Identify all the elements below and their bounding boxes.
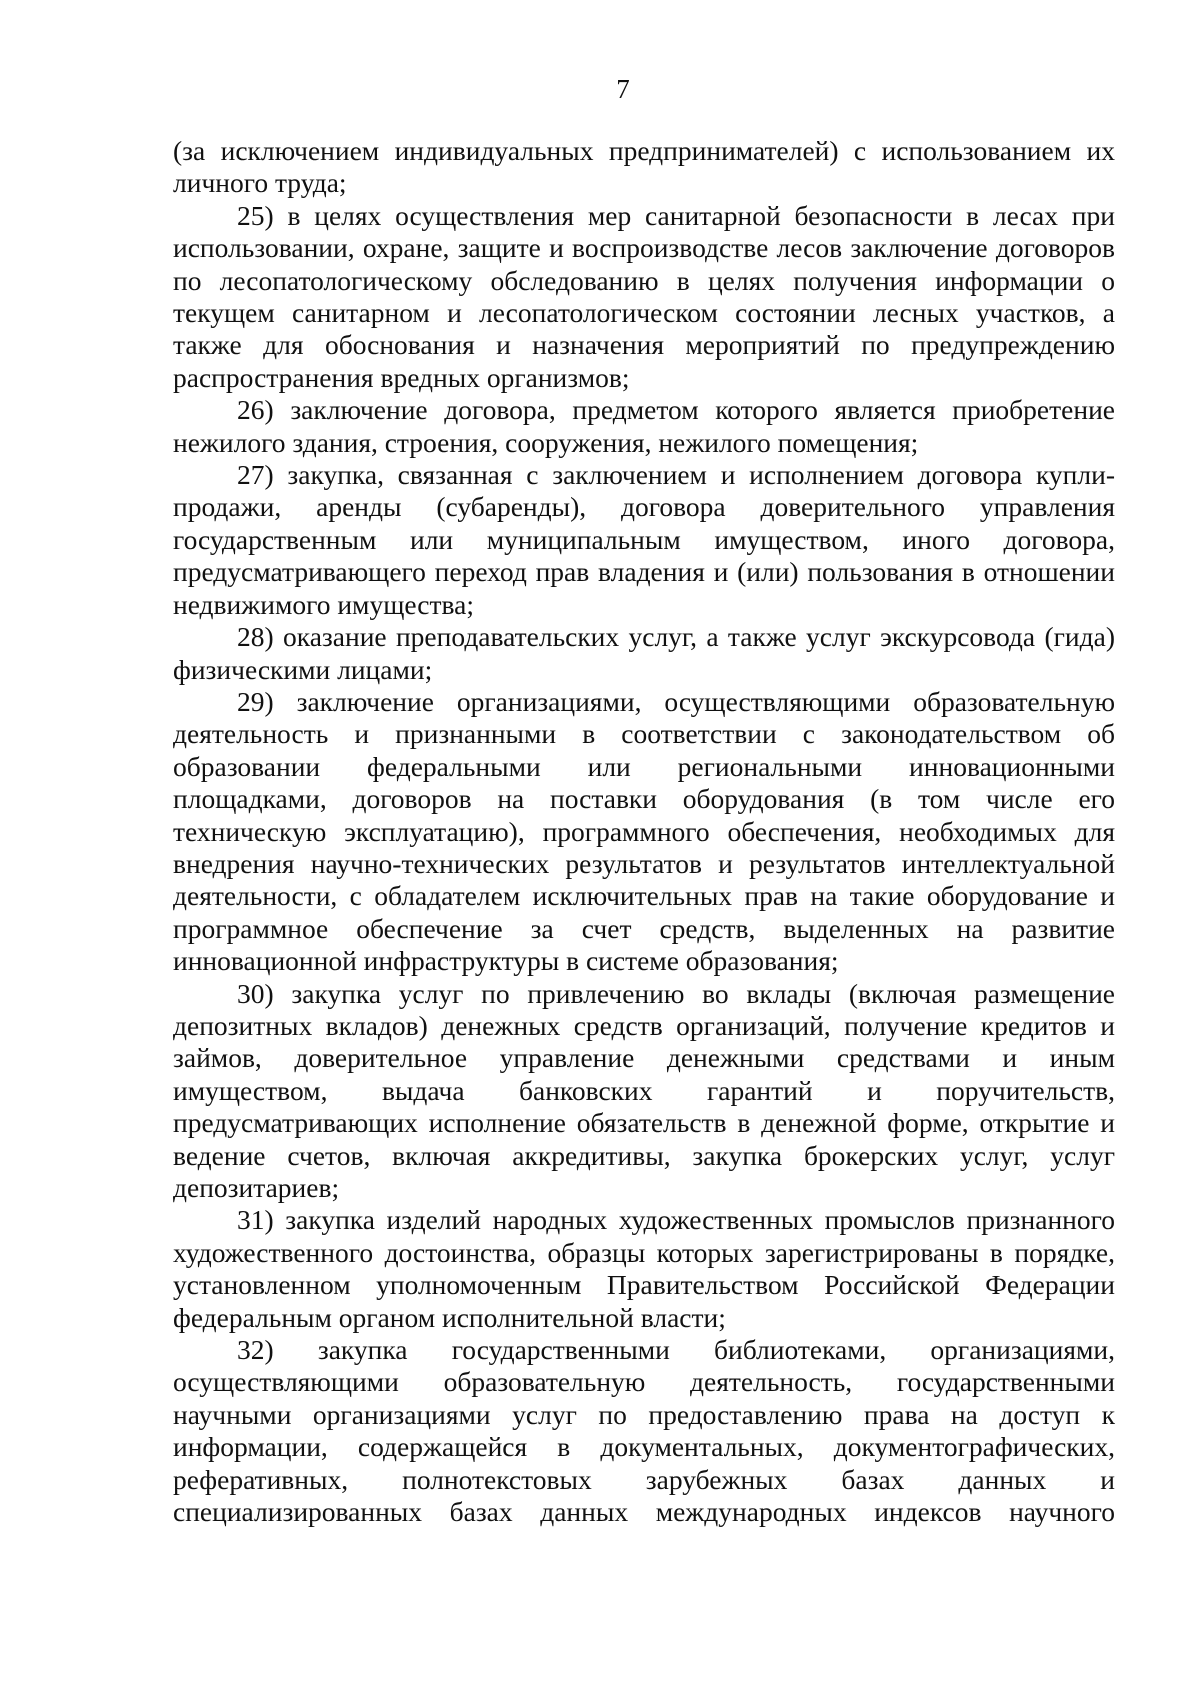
- paragraph-item-27: 27) закупка, связанная с заключением и исполнением договора купли-продажи, аренды (субаренды), договора доверительного управления государственным или муниципальным имуществом, иного договора, предусматривающего переход прав владения и (или) пользования в отношении недвижимого имущества;: [173, 459, 1115, 620]
- paragraph-continuation: (за исключением индивидуальных предпринимателей) с использованием их личного труда;: [173, 135, 1115, 199]
- document-body: [173, 135, 1115, 1528]
- paragraph-item-25: 25) в целях осуществления мер санитарной безопасности в лесах при использовании, охране, защите и воспроизводстве лесов заключение договоров по лесопатологическому обследованию в целях получения информации о текущем санитарном и лесопатологическом состоянии лесных участков, а также для обоснования и назначения мероприятий по предупреждению распространения вредных организмов;: [173, 199, 1115, 393]
- paragraph-item-26: 26) заключение договора, предметом которого является приобретение нежилого здания, строения, сооружения, нежилого помещения;: [173, 394, 1115, 458]
- paragraph-item-30: 30) закупка услуг по привлечению во вклады (включая размещение депозитных вкладов) денежных средств организаций, получение кредитов и займов, доверительное управление денежными средствами и иным имуществом, выдача банковских гарантий и поручительств, предусматривающих исполнение обязательств в денежной форме, открытие и ведение счетов, включая аккредитивы, закупка брокерских услуг, услуг депозитариев;: [173, 977, 1115, 1203]
- paragraph-item-28: 28) оказание преподавательских услуг, а также услуг экскурсовода (гида) физическими лицами;: [173, 621, 1115, 685]
- paragraph-item-32: 32) закупка государственными библиотеками, организациями, осуществляющими образовательную деятельность, государственными научными организациями услуг по предоставлению права на доступ к информации, содержащейся в документальных, документографических, реферативных, полнотекстовых зарубежных базах данных и специализированных базах данных международных индексов научного: [173, 1334, 1115, 1528]
- paragraph-item-31: 31) закупка изделий народных художественных промыслов признанного художественного достоинства, образцы которых зарегистрированы в порядке, установленном уполномоченным Правительством Российской Федерации федеральным органом исполнительной власти;: [173, 1204, 1115, 1333]
- page-number: 7: [616, 74, 630, 104]
- paragraph-item-29: 29) заключение организациями, осуществляющими образовательную деятельность и признанными в соответствии с законодательством об образовании федеральными или региональными инновационными площадками, договоров на поставки оборудования (в том числе его техническую эксплуатацию), программного обеспечения, необходимых для внедрения научно-технических результатов и результатов интеллектуальной деятельности, с обладателем исключительных прав на такие оборудование и программное обеспечение за счет средств, выделенных на развитие инновационной инфраструктуры в системе образования;: [173, 685, 1115, 977]
